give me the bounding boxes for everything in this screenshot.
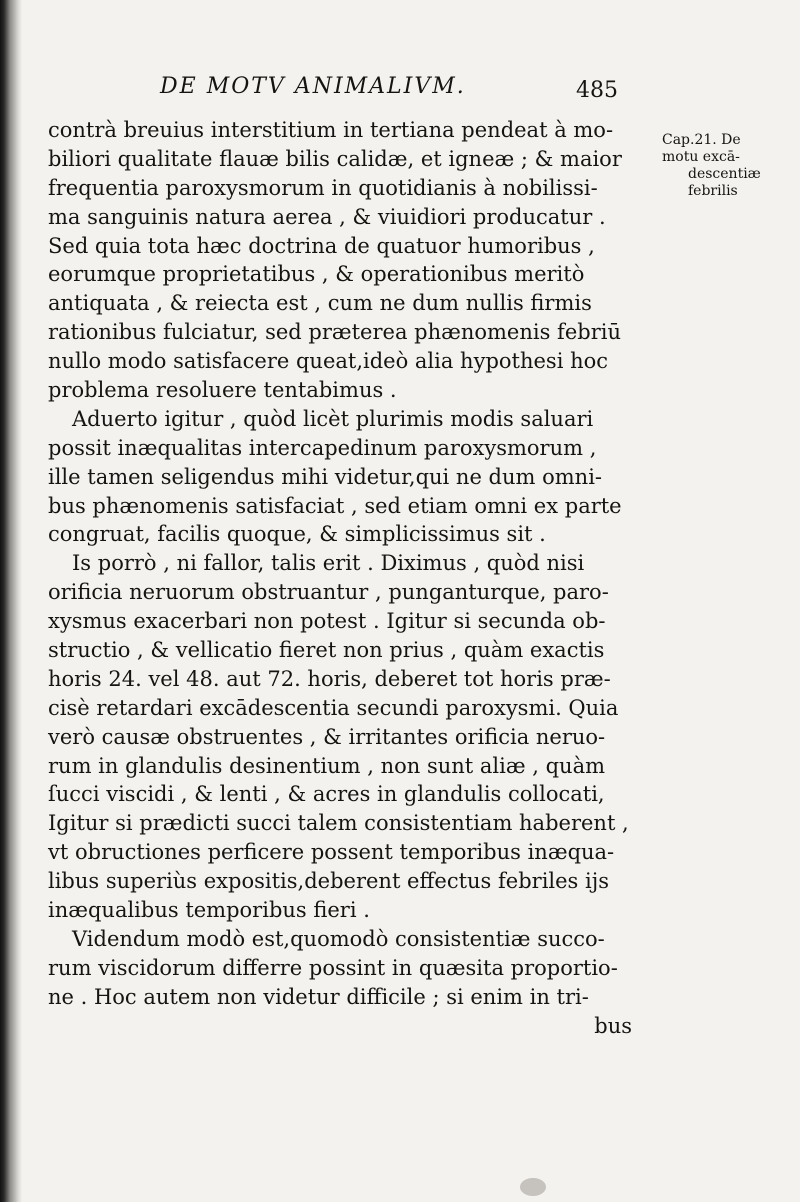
text-line: frequentia paroxysmorum in quotidianis à nobilissi- bbox=[48, 175, 598, 200]
text-line: ne . Hoc autem non videtur difficile ; si enim in tri- bbox=[48, 984, 589, 1009]
text-line: nullo modo satisfacere queat,ideò alia hypothesi hoc bbox=[48, 349, 609, 374]
text-line: orificia neruorum obstruantur , punganturque, paro- bbox=[48, 580, 609, 605]
text-line: libus superiùs expositis,deberent effectus febriles ijs bbox=[48, 869, 610, 894]
text-line: horis 24. vel 48. aut 72. horis, deberet tot horis præ- bbox=[48, 666, 611, 691]
margin-note-line: febrilis bbox=[688, 183, 738, 199]
text-line: vt obructiones perficere possent temporibus inæqua- bbox=[48, 840, 615, 865]
text-line: rum viscidorum differre possint in quæsita proportio- bbox=[48, 955, 618, 980]
text-line: contrà breuius interstitium in tertiana pendeat à mo- bbox=[48, 118, 614, 142]
text-line: rationibus fulciatur, sed præterea phænomenis febriū bbox=[48, 320, 621, 345]
paragraph-first-line: Is porrò , ni fallor, talis erit . Diximus , quòd nisi bbox=[72, 551, 585, 576]
text-line: problema resoluere tentabimus . bbox=[48, 378, 397, 403]
margin-note bbox=[662, 132, 790, 200]
text-line: rum in glandulis desinentium , non sunt aliæ , quàm bbox=[48, 753, 606, 778]
text-line: xysmus exacerbari non potest . Igitur si secunda ob- bbox=[48, 609, 606, 634]
catchword: bus bbox=[594, 1013, 632, 1038]
text-line: bus phænomenis satisfaciat , sed etiam omni ex parte bbox=[48, 493, 622, 518]
text-line: structio , & vellicatio fieret non prius , quàm exactis bbox=[48, 638, 605, 663]
text-line: possit inæqualitas intercapedinum paroxysmorum , bbox=[48, 435, 597, 460]
text-line: Igitur si prædicti succi talem consistentiam haberent , bbox=[48, 811, 629, 836]
page-binding-edge bbox=[0, 0, 22, 1202]
text-line: biliori qualitate flauæ bilis calidæ, et igneæ ; & maior bbox=[48, 146, 622, 171]
text-line: verò causæ obstruentes , & irritantes orificia neruo- bbox=[48, 724, 606, 749]
text-line: antiquata , & reiecta est , cum ne dum nullis firmis bbox=[48, 291, 592, 316]
running-title: DE MOTV ANIMALIVM. bbox=[160, 74, 466, 99]
paragraph-first-line: Aduerto igitur , quòd licèt plurimis modis saluari bbox=[72, 406, 594, 431]
text-line: Sed quia tota hæc doctrina de quatuor humoribus , bbox=[48, 233, 595, 258]
text-line: cisè retardari excādescentia secundi paroxysmi. Quia bbox=[48, 695, 619, 720]
text-line: ille tamen seligendus mihi videtur,qui ne dum omni- bbox=[48, 464, 603, 489]
margin-note-line: descentiæ bbox=[688, 166, 761, 182]
ink-smudge bbox=[520, 1178, 546, 1196]
text-line: ſucci viscidi , & lenti , & acres in glandulis collocati, bbox=[48, 782, 605, 807]
text-line: ma sanguinis natura aerea , & viuidiori producatur . bbox=[48, 204, 606, 229]
paragraph-first-line: Videndum modò est,quomodò consistentiæ succo- bbox=[72, 926, 605, 951]
text-line: inæqualibus temporibus fieri . bbox=[48, 898, 370, 923]
body-text bbox=[48, 116, 652, 1041]
margin-note-line: motu excā- bbox=[662, 149, 740, 165]
text-line: eorumque proprietatibus , & operationibus meritò bbox=[48, 262, 585, 287]
margin-note-line: Cap.21. De bbox=[662, 132, 741, 148]
text-line: congruat, facilis quoque, & simplicissimus sit . bbox=[48, 522, 546, 547]
page-number: 485 bbox=[576, 78, 618, 103]
